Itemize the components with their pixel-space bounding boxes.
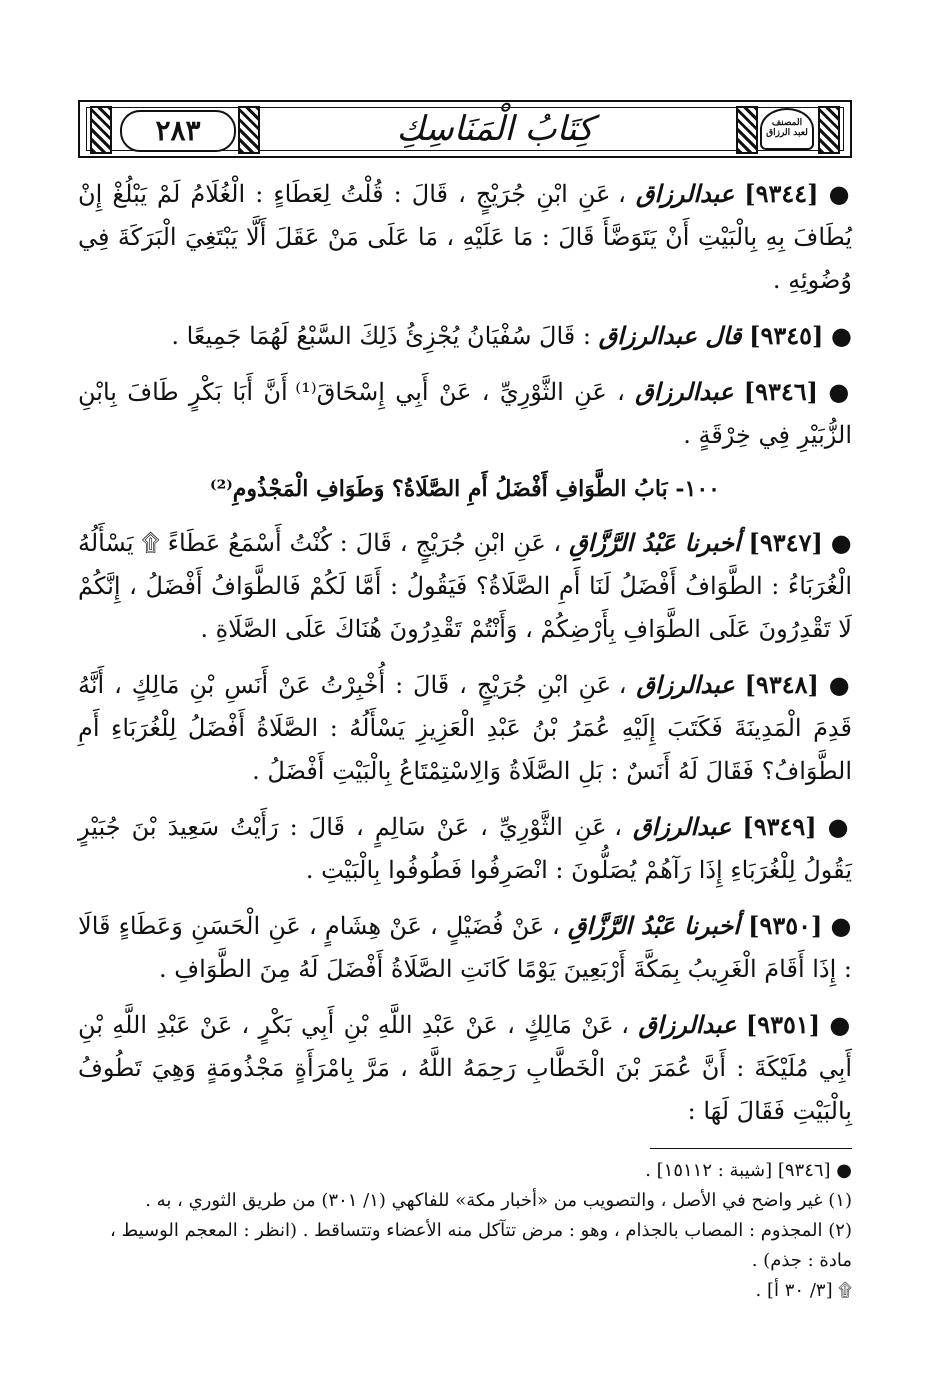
hadith-entry — [78, 663, 852, 793]
seal-logo — [760, 108, 814, 150]
chapter-heading: ١٠٠- بَابُ الطَّوَافِ أَفْضَلُ أَمِ الصَّلَاةُ؟ وَطَوَافِ الْمَجْذُومِ⁽²⁾ — [210, 476, 720, 502]
narrator: عبدالرزاق — [635, 179, 735, 208]
hadith-number: [٩٣٥٠] — [748, 911, 823, 940]
ornament-icon — [90, 106, 112, 154]
hadith-text: ، عَنِ ابْنِ جُرَيْجٍ ، قَالَ : قُلْتُ لِعَطَاءٍ : الْغُلَامُ لَمْ يَبْلُغْ إِنْ يُطَافَ بِهِ بِالْبَيْتِ أَنْ يَتَوَضَّأَ قَالَ : مَا عَلَيْهِ ، مَا عَلَى مَنْ عَقَلَ أَلَّا يَبْتَغِيَ الْبَرَكَةَ فِي وُضُوئِهِ . — [78, 180, 852, 294]
bullet-icon: ● — [829, 1011, 852, 1039]
narrator: قال عبدالرزاق — [598, 321, 742, 350]
hadith-text: ، عَنْ فُضَيْلٍ ، عَنْ هِشَامٍ ، عَنِ الْحَسَنِ وَعَطَاءٍ قَالَا : إِذَا أَقَامَ الْغَرِيبُ بِمَكَّةَ أَرْبَعِينَ يَوْمًا كَانَتِ الصَّلَاةُ أَفْضَلَ لَهُ مِنَ الطَّوَافِ . — [78, 912, 852, 983]
hadith-text: ، عَنِ ابْنِ جُرَيْجٍ ، قَالَ : كُنْتُ أَسْمَعُ عَطَاءً ۩ يَسْأَلُهُ الْغُرَبَاءُ : الطَّوَافُ أَفْضَلُ لَنَا أَمِ الصَّلَاةُ؟ فَيَقُولُ : أَمَّا لَكُمْ فَالطَّوَافُ أَفْضَلُ ، إِنَّكُمْ لَا تَقْدِرُونَ عَلَى الطَّوَافِ بِأَرْضِكُمْ ، وَأَنْتُمْ تَقْدِرُونَ هُنَاكَ عَلَى الصَّلَاةِ . — [78, 529, 852, 643]
ornament-icon — [736, 106, 758, 154]
bullet-icon: ● — [828, 671, 852, 699]
narrator: عبدالرزاق — [638, 1010, 737, 1039]
bullet-icon: ● — [828, 180, 852, 208]
hadith-text: ، عَنْ مَالِكٍ ، عَنْ عَبْدِ اللَّهِ بْنِ أَبِي بَكْرٍ ، عَنْ عَبْدِ اللَّهِ بْنِ أَبِي مُلَيْكَةَ : أَنَّ عُمَرَ بْنَ الْخَطَّابِ رَحِمَهُ اللَّهُ ، مَرَّ بِامْرَأَةٍ مَجْذُومَةٍ وَهِيَ تَطُوفُ بِالْبَيْتِ فَقَالَ لَهَا : — [78, 1011, 852, 1125]
hadith-entry — [78, 904, 852, 991]
hadith-number: [٩٣٤٨] — [744, 670, 819, 699]
hadith-number: [٩٣٤٦] — [743, 377, 819, 406]
hadith-entry — [78, 172, 852, 302]
footnote: (٢) المجذوم : المصاب بالجذام ، وهو : مرض تتآكل منه الأعضاء وتتساقط . (انظر : المعجم الوسيط ، مادة : جذم) . — [109, 1220, 852, 1271]
narrator: أخبرنا عَبْدُ الرَّزَّاقِ — [567, 911, 740, 940]
hadith-number: [٩٣٤٧] — [748, 528, 823, 557]
footnote: (١) غير واضح في الأصل ، والتصويب من «أخبار مكة» للفاكهي (١/ ٣٠١) من طريق الثوري ، به . — [145, 1190, 852, 1211]
main-text — [78, 172, 852, 1145]
hadith-text: ، عَنِ الثَّوْرِيِّ ، عَنْ سَالِمٍ ، قَالَ : رَأَيْتُ سَعِيدَ بْنَ جُبَيْرٍ يَقُولُ لِلْغُرَبَاءِ إِذَا رَآهُمْ يُصَلُّونَ : انْصَرِفُوا فَطُوفُوا بِالْبَيْتِ . — [78, 813, 852, 884]
footnote-separator — [650, 1148, 852, 1149]
narrator: عبدالرزاق — [636, 670, 735, 699]
hadith-entry — [78, 370, 852, 457]
hadith-entry — [78, 314, 852, 358]
hadith-number: [٩٣٤٥] — [749, 321, 824, 350]
narrator: عبدالرزاق — [633, 812, 732, 841]
hadith-text: ، عَنِ الثَّوْرِيِّ ، عَنْ أَبِي إِسْحَاقَ⁽¹⁾ أَنَّ أَبَا بَكْرٍ طَافَ بِابْنِ الزُّبَيْرِ فِي خِرْقَةٍ . — [78, 378, 852, 449]
hadith-number: [٩٣٥١] — [745, 1010, 821, 1039]
footnote: ● [٩٣٤٦] [شيبة : ١٥١١٢] . — [645, 1160, 852, 1181]
hadith-text: : قَالَ سُفْيَانُ يُجْزِئُ ذَلِكَ السَّبْعُ لَهُمَا جَمِيعًا . — [171, 322, 591, 350]
hadith-entry — [78, 805, 852, 892]
hadith-text: ، عَنِ ابْنِ جُرَيْجٍ ، قَالَ : أُخْبِرْتُ عَنْ أَنَسِ بْنِ مَالِكٍ ، أَنَّهُ قَدِمَ الْمَدِينَةَ فَكَتَبَ إِلَيْهِ عُمَرُ بْنُ عَبْدِ الْعَزِيزِ يَسْأَلُهُ : الصَّلَاةُ أَفْضَلُ لِلْغُرَبَاءِ أَمِ الطَّوَافُ؟ فَقَالَ لَهُ أَنَسٌ : بَلِ الصَّلَاةُ وَالِاسْتِمْتَاعُ بِالْبَيْتِ أَفْضَلُ . — [78, 671, 853, 785]
hadith-number: [٩٣٤٩] — [742, 812, 817, 841]
bullet-icon: ● — [828, 378, 852, 406]
narrator: أخبرنا عَبْدُ الرَّزَّاقِ — [569, 528, 741, 557]
seal-line: لعبد الرزاق — [766, 128, 808, 138]
hadith-entry — [78, 1003, 852, 1133]
seal-line: المصنف — [771, 118, 803, 128]
bullet-icon: ● — [827, 813, 853, 841]
book-title: كِتَابُ الْمَنَاسِكِ — [396, 109, 594, 149]
hadith-number: [٩٣٤٤] — [744, 179, 819, 208]
bullet-icon: ● — [831, 322, 852, 350]
narrator: عبدالرزاق — [635, 377, 734, 406]
page-number: ٢٨٣ — [120, 110, 236, 152]
hadith-entry — [78, 521, 852, 651]
ornament-icon — [238, 106, 260, 154]
page-header — [78, 100, 852, 158]
bullet-icon: ● — [830, 529, 852, 557]
bullet-icon: ● — [830, 912, 852, 940]
footnote: ۩ [٣/ ٣٠ أ] . — [755, 1280, 852, 1301]
ornament-icon — [818, 106, 840, 154]
footnotes — [78, 1156, 852, 1306]
